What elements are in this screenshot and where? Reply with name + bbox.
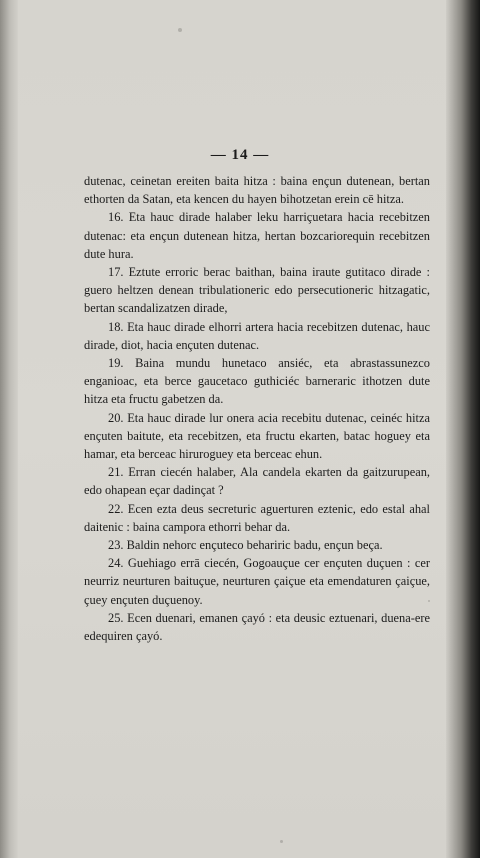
paragraph: dutenac, ceinetan ereiten baita hitza : baina ençun dutenean, bertan ethorten da Satan, eta kencen du hayen bihotzetan erein cē hitza.	[84, 174, 430, 207]
paragraph: 17. Eztute erroric berac baithan, baina iraute gutitaco dirade : guero heltzen denean tribulationeric edo persecutioneric hitzagatic, bertan scandalizatzen dirade,	[84, 265, 430, 316]
paragraph: 25. Ecen duenari, emanen çayó : eta deusic eztuenari, duena-ere edequiren çayó.	[84, 610, 430, 644]
paragraph: 18. Eta hauc dirade elhorri artera hacia recebitzen dutenac, hauc dirade, diot, hacia ençuten dutenac.	[84, 319, 430, 352]
paragraph: 21. Erran ciecén halaber, Ala candela ekarten da gaitzurupean, edo ohapean eçar dadinçat ?	[84, 465, 430, 498]
scan-left-edge	[0, 0, 18, 858]
paragraph: 24. Guehiago errā ciecén, Gogoauçue cer ençuten duçuen : cer neurriz neurturen baituçue, neurturen çaiçue eta emendaturen çaiçue, çuey ençuten duçuenoy.	[84, 556, 430, 607]
paper-spot	[280, 840, 283, 843]
paragraph: 23. Baldin nehorc ençuteco behariric badu, ençun beça.	[108, 538, 383, 553]
paragraph: 20. Eta hauc dirade lur onera acia recebitu dutenac, ceinéc hitza ençuten baitute, eta recebitzen, eta fructu ekarten, batac hoguey eta hamar, eta berceac hiruroguey eta berceac ehun.	[84, 410, 430, 462]
paragraph: 22. Ecen ezta deus secreturic aguerturen eztenic, edo estal ahal daitenic : baina campora ethorri behar da.	[84, 501, 430, 534]
scan-right-edge	[446, 0, 480, 858]
page-text	[84, 172, 430, 645]
paragraph: 16. Eta hauc dirade halaber leku harriçuetara hacia recebitzen dutenac: eta ençun dutenean hitza, hertan bozcariorequin recebitzen dute hura.	[84, 210, 430, 261]
paragraph: 19. Baina mundu hunetaco ansiéc, eta abrastassunezco enganioac, eta berce gaucetaco guthiciéc barneraric ithotzen dute hitza eta fructu gabetzen da.	[84, 356, 430, 407]
paper-spot	[178, 28, 182, 32]
page-number: — 14 —	[210, 147, 270, 163]
